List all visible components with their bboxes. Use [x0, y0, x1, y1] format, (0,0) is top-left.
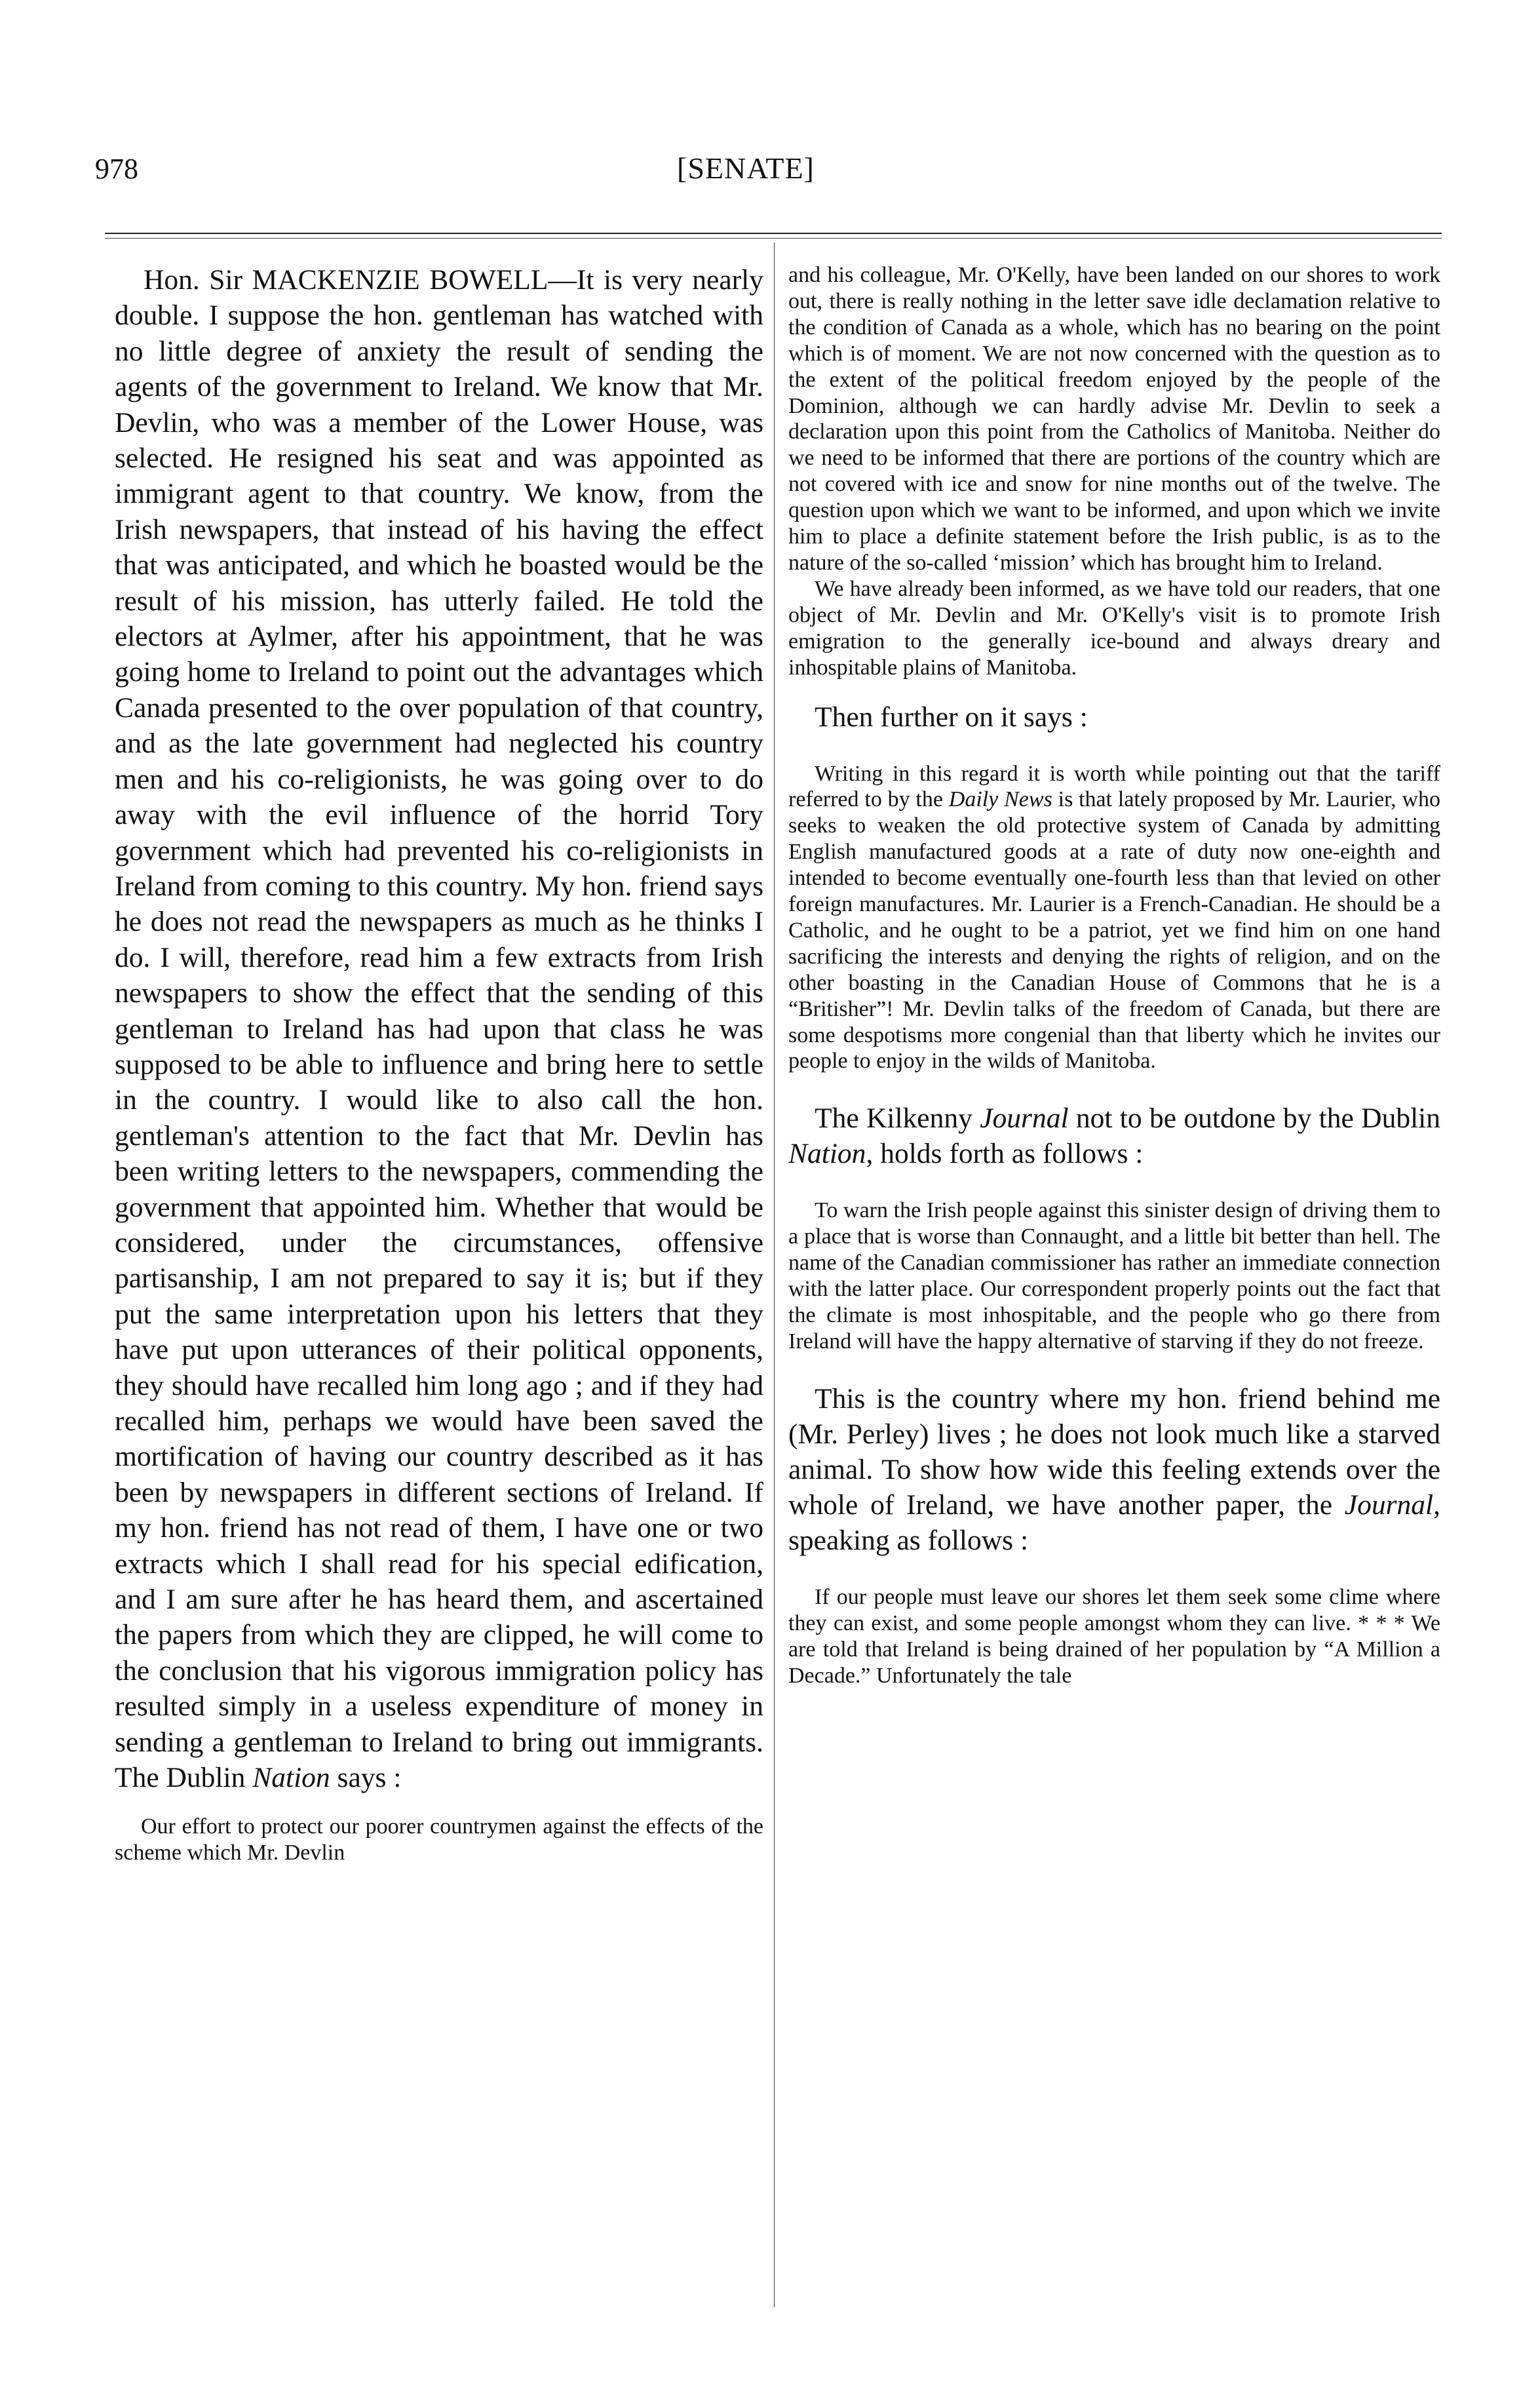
column-divider: [774, 243, 775, 2307]
newspaper-title: Nation: [788, 1138, 866, 1170]
quoted-extract: We have already been informed, as we have told our readers, that one object of Mr. Devlin and Mr. O'Kelly's visit is to promote Irish emigration to the generally ice-bound and always dreary and inhospitable plains of Manitoba.: [788, 576, 1440, 680]
quoted-extract: If our people must leave our shores let them seek some clime where they can exist, and some people amongst whom they can live. * * * We are told that Ireland is being drained of her population by “A Million a Decade.” Unfortunately the tale: [788, 1584, 1440, 1688]
header-rule-secondary: [105, 238, 1442, 239]
right-column: [788, 262, 1440, 1688]
speech-text: , speaking as follows :: [788, 1489, 1440, 1556]
quoted-extract: and his colleague, Mr. O'Kelly, have been landed on our shores to work out, there is really nothing in the letter save idle declamation relative to the condition of Canada as a whole, which has no bearing on the point which is of moment. We are not now concerned with the question as to the extent of the political freedom enjoyed by the people of the Dominion, although we can hardly advise Mr. Devlin to seek a declaration upon this point from the Catholics of Manitoba. Neither do we need to be informed that there are portions of the country which are not covered with ice and snow for nine months out of the twelve. The question upon which we want to be informed, and upon which we invite him to place a definite statement before the Irish public, is as to the nature of the so-called ‘mission’ which has brought him to Ireland.: [788, 263, 1440, 575]
quoted-extract: [788, 761, 1440, 1075]
page-number: 978: [95, 153, 138, 185]
speech-paragraph: Then further on it says :: [815, 701, 1088, 733]
quote-text: is that lately proposed by Mr. Laurier, who seeks to weaken the old protective system of Canada by admitting English manufactured goods at a rate of duty now one-eighth and intended to become eventually one-fourth less than that levied on other foreign manufactures. Mr. Laurier is a French-Canadian. He should be a Catholic, and he ought to be a patriot, yet we find him on one hand sacrificing the interests and denying the rights of religion, and on the other boasting in the Canadian House of Commons that he is a “Britisher”! Mr. Devlin talks of the freedom of Canada, but there are some despotisms more congenial than that liberty which he invites our people to enjoy in the wilds of Manitoba.: [788, 787, 1441, 1074]
newspaper-title: Nation: [252, 1762, 330, 1794]
left-column: [115, 262, 763, 1866]
speech-text: not to be outdone by the Dublin: [1068, 1102, 1440, 1135]
speech-paragraph: [788, 1381, 1440, 1558]
speech-text: Hon. Sir MACKENZIE BOWELL—It is very nearly double. I suppose the hon. gentleman has watched with no little degree of anxiety the result of sending the agents of the government to Ireland. We know that Mr. Devlin, who was a member of the Lower House, was selected. He resigned his seat and was appointed as immigrant agent to that country. We know, from the Irish newspapers, that instead of his having the effect that was anticipated, and which he boasted would be the result of his mission, has utterly failed. He told the electors at Aylmer, after his appointment, that he was going home to Ireland to point out the advantages which Canada presented to the over population of that country, and as the late government had neglected his country men and his co-religionists, he was going over to do away with the evil influence of the horrid Tory government which had prevented his co-religionists in Ireland from coming to this country. My hon. friend says he does not read the newspapers as much as he thinks I do. I will, therefore, read him a few extracts from Irish newspapers to show the effect that the sending of this gentleman to Ireland has had upon that class he was supposed to be able to influence and bring here to settle in the country. I would like to also call the hon. gentleman's attention to the fact that Mr. Devlin has been writing letters to the newspapers, commending the government that appointed him. Whether that would be considered, under the circumstances, offensive partisanship, I am not prepared to say it is; but if they put the same interpretation upon his letters that they have put upon utterances of their political opponents, they should have recalled him long ago ; and if they had recalled him, perhaps we would have been saved the mortification of having our country described as it has been by newspapers in different sections of Ireland. If my hon. friend has not read of them, I have one or two extracts which I shall read for his special edification, and I am sure after he has heard them, and ascertained the papers from which they are clipped, he will come to the conclusion that his vigorous immigration policy has resulted simply in a useless expenditure of money in sending a gentleman to Ireland to bring out immigrants. The Dublin: [115, 264, 763, 1794]
speech-text: says :: [330, 1762, 402, 1794]
quote-text: Writing in this regard it is worth while pointing out that the tariff referred to by the: [788, 761, 1440, 812]
running-head: [SENATE]: [677, 151, 815, 185]
speech-text: This is the country where my hon. friend behind me (Mr. Perley) lives ; he does not look much like a starved animal. To show how wide this feeling extends over the whole of Ireland, we have another paper, the: [788, 1382, 1440, 1521]
newspaper-title: Journal: [980, 1102, 1069, 1135]
newspaper-title: Journal: [1344, 1489, 1434, 1521]
speech-paragraph: [788, 1101, 1440, 1171]
header-rule: [105, 233, 1442, 234]
newspaper-title: Daily News: [948, 787, 1052, 812]
quoted-extract: To warn the Irish people against this sinister design of driving them to a place that is worse than Connaught, and a little bit better than hell. The name of the Canadian commissioner has rather an immediate connection with the latter place. Our correspondent properly points out the fact that the climate is most inhospitable, and the people who go there from Ireland will have the happy alternative of starving if they do not freeze.: [788, 1198, 1440, 1354]
speech-text: , holds forth as follows :: [866, 1138, 1144, 1170]
quoted-extract: Our effort to protect our poorer countrymen against the effects of the scheme which Mr. Devlin: [115, 1814, 763, 1865]
speech-text: The Kilkenny: [815, 1102, 980, 1135]
speech-paragraph: [115, 262, 763, 1795]
